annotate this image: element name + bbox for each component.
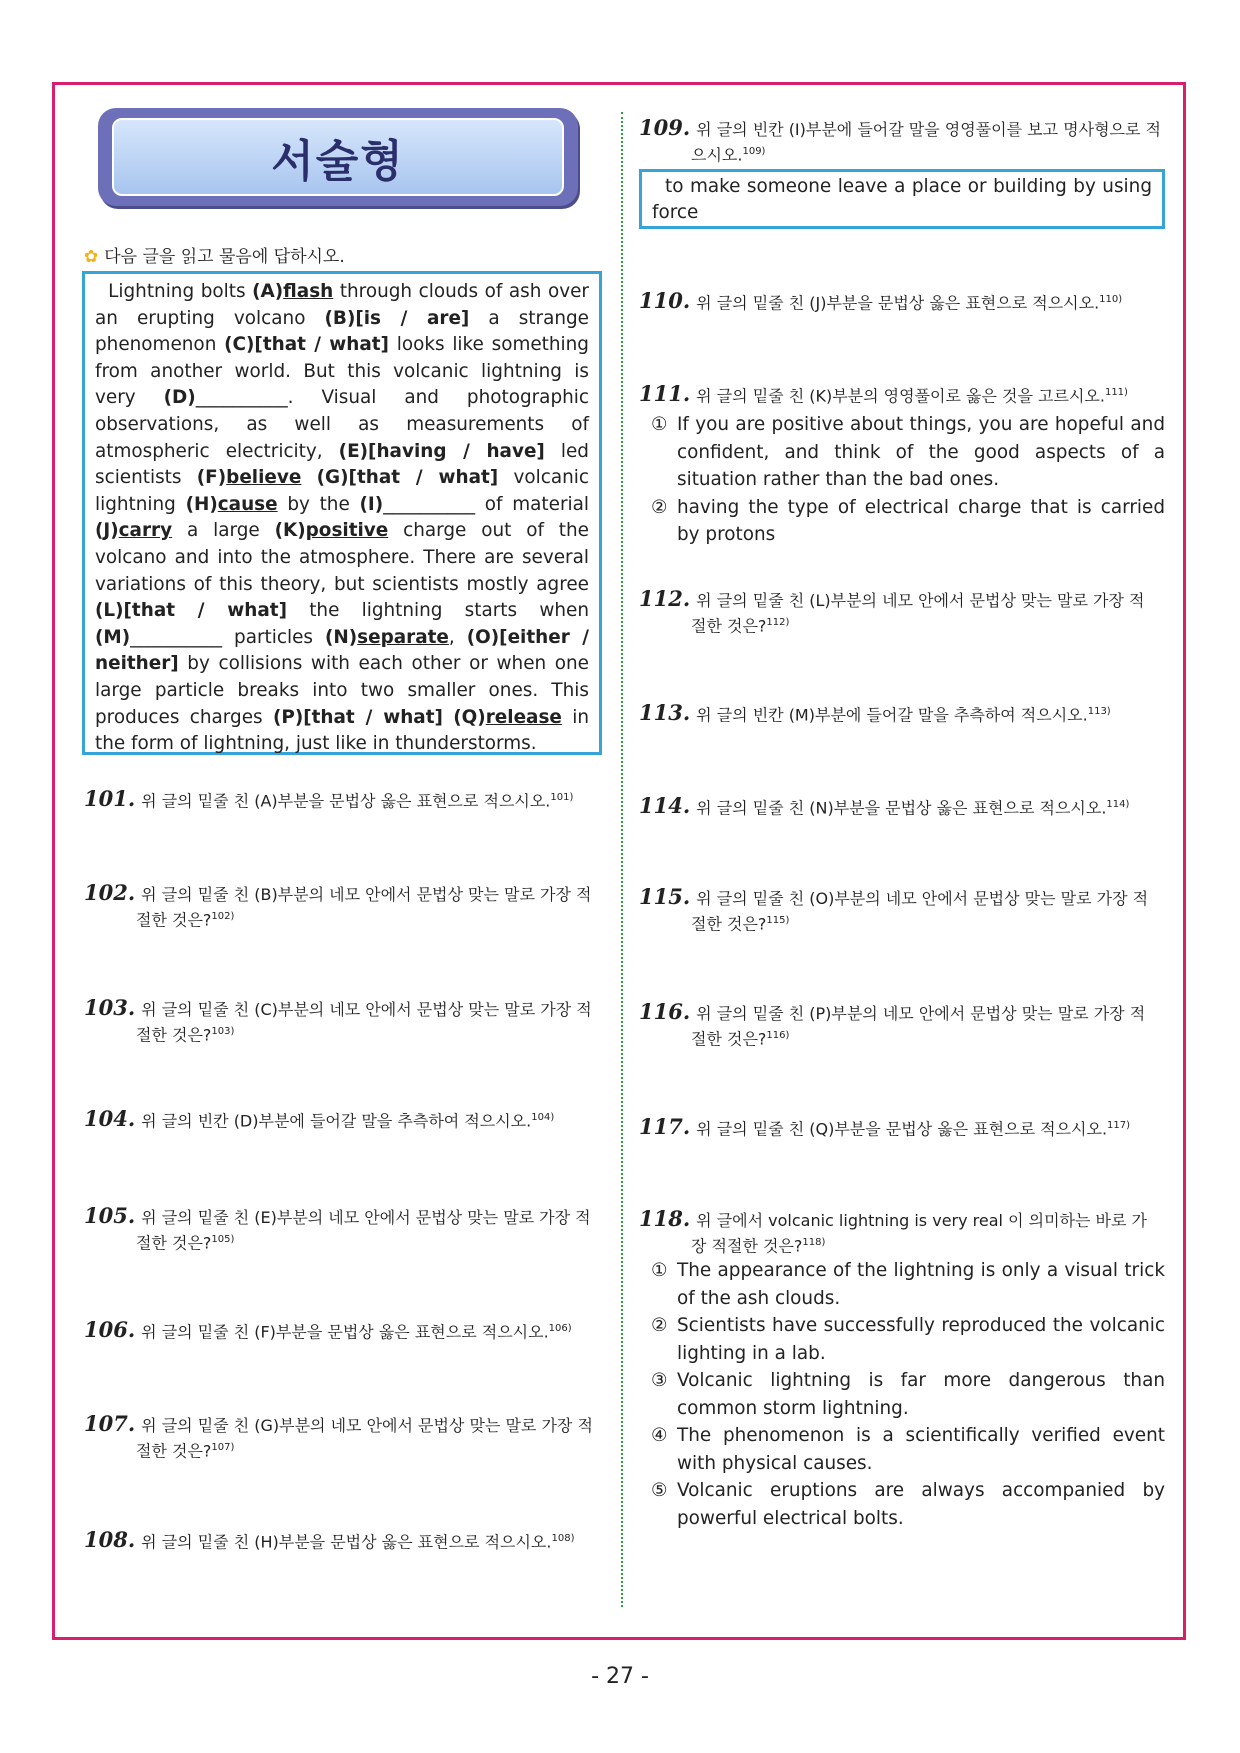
option-3[interactable]: ③ Volcanic lightning is far more dangerous than common storm lightning. xyxy=(651,1370,1165,1419)
question-110: 110. 위 글의 밑줄 친 (J)부분을 문법상 옳은 표현으로 적으시오.$^{110)}$ xyxy=(639,288,1123,314)
question-108: 108. 위 글의 밑줄 친 (H)부분을 문법상 옳은 표현으로 적으시오.$^{108)}$ xyxy=(84,1527,575,1553)
column-divider xyxy=(621,112,623,1607)
question-116: 116. 위 글의 밑줄 친 (P)부분의 네모 안에서 문법상 맞는 말로 가장 적 절한 것은?$^{116)}$ xyxy=(639,999,1146,1049)
instruction: ✿ 다음 글을 읽고 물음에 답하시오. xyxy=(84,247,345,267)
option-1[interactable]: ① The appearance of the lightning is only a visual trick of the ash clouds. xyxy=(651,1260,1165,1309)
option-1[interactable]: ① If you are positive about things, you are hopeful and confident, and think of the good aspects of a situation rather than the bad ones. xyxy=(651,414,1165,490)
question-115: 115. 위 글의 밑줄 친 (O)부분의 네모 안에서 문법상 맞는 말로 가장 적 절한 것은?$^{115)}$ xyxy=(639,884,1149,934)
option-4[interactable]: ④ The phenomenon is a scientifically verified event with physical causes. xyxy=(651,1425,1165,1474)
question-105: 105. 위 글의 밑줄 친 (E)부분의 네모 안에서 문법상 맞는 말로 가장 적 절한 것은?$^{105)}$ xyxy=(84,1203,591,1253)
question-101: 101. 위 글의 밑줄 친 (A)부분을 문법상 옳은 표현으로 적으시오.$^{101)}$ xyxy=(84,786,574,812)
section-title-box xyxy=(98,108,578,206)
question-103: 103. 위 글의 밑줄 친 (C)부분의 네모 안에서 문법상 맞는 말로 가장 적 절한 것은?$^{103)}$ xyxy=(84,995,592,1045)
section-title: 서술형 xyxy=(271,136,405,187)
question-117: 117. 위 글의 밑줄 친 (Q)부분을 문법상 옳은 표현으로 적으시오.$^{117)}$ xyxy=(639,1114,1131,1140)
question-114: 114. 위 글의 밑줄 친 (N)부분을 문법상 옳은 표현으로 적으시오.$^{114)}$ xyxy=(639,793,1130,819)
answer-box-109: to make someone leave a place or building by using force xyxy=(639,169,1165,229)
question-111: 111. 위 글의 밑줄 친 (K)부분의 영영풀이로 옳은 것을 고르시오.$^{111)}$ xyxy=(639,381,1128,407)
reading-passage: Lightning bolts (A)flash through clouds of ash over an erupting volcano (B)[is / are] a strange phenomenon (C)[that / what] looks like something from another world. But this volcanic lightning is very (D)__________. Visual and photographic observations, as well as measurements of atmospheric electricity, (E)[having / have] led scientists (F)believe (G)[that / what] volcanic lightning (H)cause by the (I)__________ of material (J)carry a large (K)positive charge out of the volcano and into the atmosphere. There are several variations of this theory, but scientists mostly agree (L)[that / what] the lightning starts when (M)__________ particles (N)separate, (O)[either / neither] by collisions with each other or when one large particle breaks into two smaller ones. This produces charges (P)[that / what] (Q)release in the form of lightning, just like in thunderstorms. xyxy=(82,271,602,755)
question-107: 107. 위 글의 밑줄 친 (G)부분의 네모 안에서 문법상 맞는 말로 가장 적 절한 것은?$^{107)}$ xyxy=(84,1411,593,1461)
question-112: 112. 위 글의 밑줄 친 (L)부분의 네모 안에서 문법상 맞는 말로 가장 적 절한 것은?$^{112)}$ xyxy=(639,586,1145,636)
question-118: 118. 위 글에서 volcanic lightning is very real 이 의미하는 바로 가 장 적절한 것은?$^{118)}$ xyxy=(639,1206,1147,1256)
options-118 xyxy=(647,1257,1165,1532)
question-109: 109. 위 글의 빈칸 (I)부분에 들어갈 말을 영영풀이를 보고 명사형으로 적 으시오.$^{109)}$ xyxy=(639,115,1161,165)
question-104: 104. 위 글의 빈칸 (D)부분에 들어갈 말을 추측하여 적으시오.$^{104)}$ xyxy=(84,1106,555,1132)
question-102: 102. 위 글의 밑줄 친 (B)부분의 네모 안에서 문법상 맞는 말로 가장 적 절한 것은?$^{102)}$ xyxy=(84,880,592,930)
question-106: 106. 위 글의 밑줄 친 (F)부분을 문법상 옳은 표현으로 적으시오.$^{106)}$ xyxy=(84,1317,572,1343)
options-111 xyxy=(647,411,1165,549)
option-2[interactable]: ② having the type of electrical charge that is carried by protons xyxy=(651,496,1165,545)
page-number: - 27 - xyxy=(591,1664,649,1689)
option-5[interactable]: ⑤ Volcanic eruptions are always accompanied by powerful electrical bolts. xyxy=(651,1480,1165,1529)
option-2[interactable]: ② Scientists have successfully reproduced the volcanic lighting in a lab. xyxy=(651,1315,1165,1364)
flower-icon: ✿ xyxy=(84,247,99,267)
question-113: 113. 위 글의 빈칸 (M)부분에 들어갈 말을 추측하여 적으시오.$^{113)}$ xyxy=(639,700,1111,726)
